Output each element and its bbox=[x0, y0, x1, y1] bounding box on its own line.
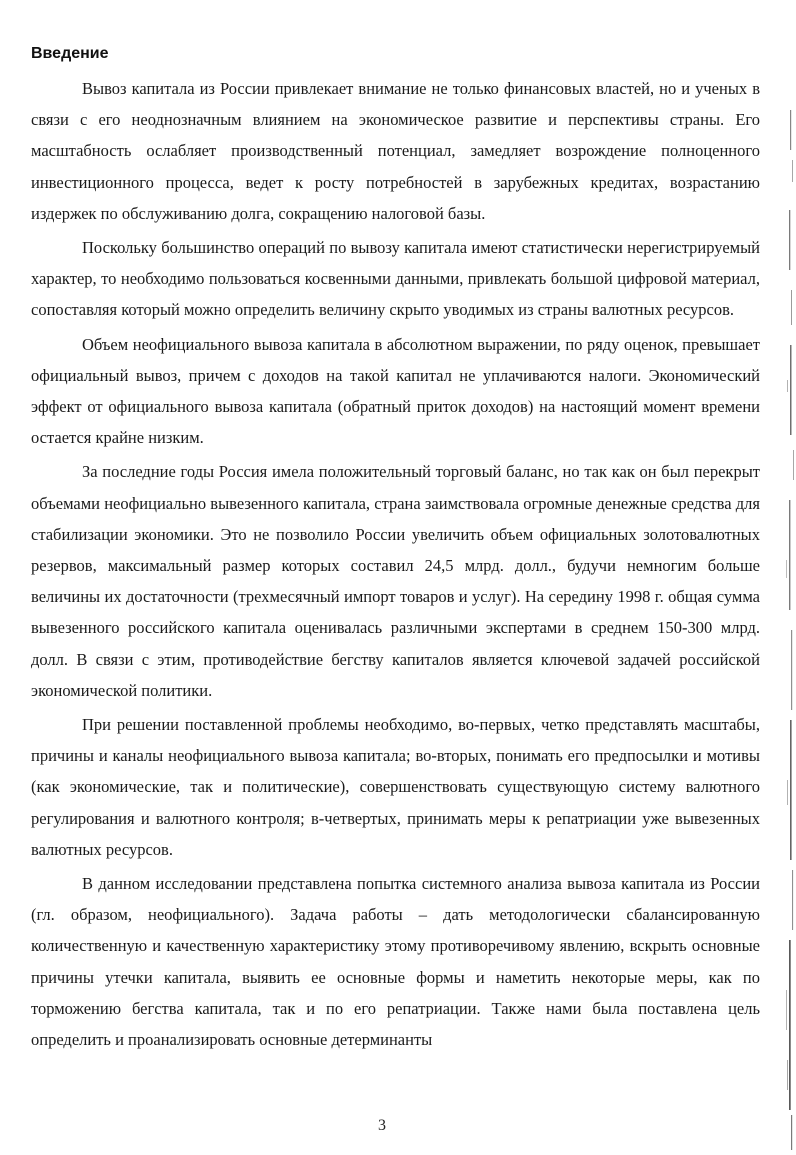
section-heading: Введение bbox=[31, 45, 109, 62]
paragraph-4: За последние годы Россия имела положительный торговый баланс, но так как он был перекрыт объемами неофициально вывезенного капитала, страна заимствовала огромные денежные средства для стабилизации экономики. Это не позволило России увеличить объем официальных золотовалютных резервов, максимальный размер которых составил 24,5 млрд. долл., будучи немногим больше величины их достаточности (трехмесячный импорт товаров и услуг). На середину 1998 г. общая сумма вывезенного российского капитала оценивалась различными экспертами в среднем 150-300 млрд. долл. В связи с этим, противодействие бегству капиталов является ключевой задачей российской экономической политики. bbox=[31, 462, 760, 700]
paragraph-5: При решении поставленной проблемы необходимо, во-первых, четко представлять масштабы, причины и каналы неофициального вывоза капитала; во-вторых, понимать его предпосылки и мотивы (как экономические, так и политические), совершенствовать существующую систему валютного регулирования и валютного контроля; в-четвертых, принимать меры к репатриации уже вывезенных валютных ресурсов. bbox=[31, 715, 760, 859]
page-number: 3 bbox=[378, 1117, 386, 1134]
body-text bbox=[31, 73, 760, 1058]
paragraph-6: В данном исследовании представлена попытка системного анализа вывоза капитала из России (гл. образом, неофициального). Задача работы – дать методологически сбалансированную количественную и качественную характеристику этому противоречивому явлению, вскрыть основные причины утечки капитала, выявить ее основные формы и наметить некоторые меры, как по торможению бегства капитала, так и по его репатриации. Также нами была поставлена цель определить и проанализировать основные детерминанты bbox=[31, 874, 760, 1050]
scan-edge-noise bbox=[754, 0, 796, 1155]
paragraph-1: Вывоз капитала из России привлекает внимание не только финансовых властей, но и ученых в связи с его неоднозначным влиянием на экономическое развитие и перспективы страны. Его масштабность ослабляет производственный потенциал, замедляет возрождение полноценного инвестиционного процесса, ведет к росту потребностей в зарубежных кредитах, возрастанию издержек по обслуживанию долга, сокращению налоговой базы. bbox=[31, 79, 760, 223]
paragraph-2: Поскольку большинство операций по вывозу капитала имеют статистически нерегистрируемый характер, то необходимо пользоваться косвенными данными, привлекать большой цифровой материал, сопоставляя который можно определить величину скрыто уводимых из страны валютных ресурсов. bbox=[31, 238, 760, 320]
paragraph-3: Объем неофициального вывоза капитала в абсолютном выражении, по ряду оценок, превышает официальный вывоз, причем с доходов на такой капитал не уплачиваются налоги. Экономический эффект от официального вывоза капитала (обратный приток доходов) на настоящий момент времени остается крайне низким. bbox=[31, 334, 760, 448]
